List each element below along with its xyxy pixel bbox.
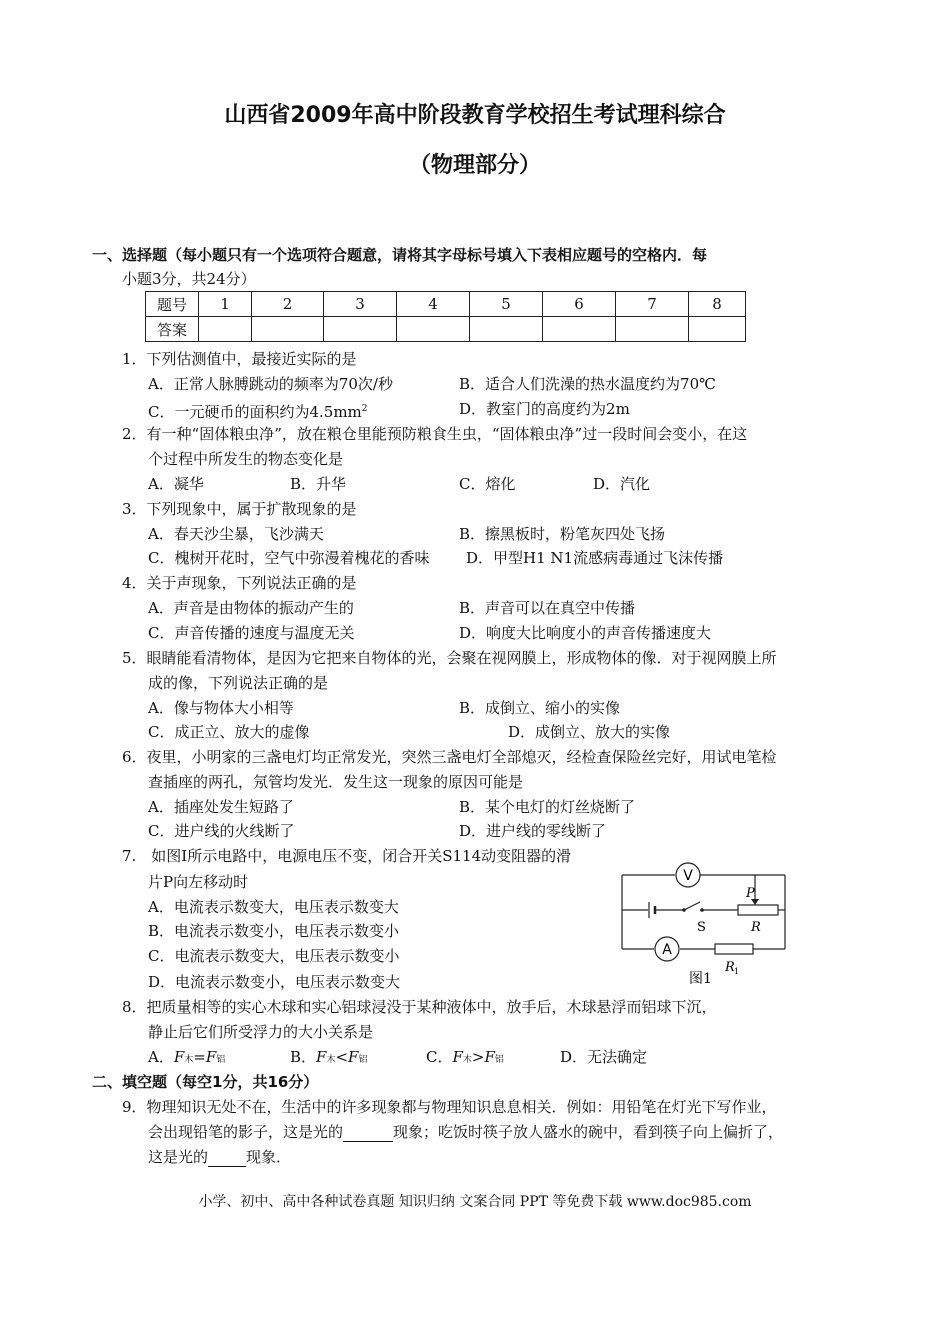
q7-stem-cont: 片P向左移动时 bbox=[148, 873, 249, 891]
exam-title: 山西省2009年高中阶段教育学校招生考试理科综合 bbox=[224, 103, 726, 128]
q1-option-a: A．正常人脉膊跳动的频率为70次/秒 bbox=[148, 375, 393, 393]
q6-stem-cont: 查插座的两孔，氖管均发光．发生这一现象的原因可能是 bbox=[148, 773, 524, 791]
q5-stem-cont: 成的像，下列说法正确的是 bbox=[148, 674, 329, 692]
answer-cell[interactable] bbox=[324, 317, 397, 342]
table-cell: 1 bbox=[199, 292, 252, 317]
q5-option-a: A．像与物体大小相等 bbox=[148, 699, 294, 717]
q4-option-a: A．声音是由物体的振动产生的 bbox=[148, 599, 354, 617]
answer-cell[interactable] bbox=[616, 317, 689, 342]
q2-option-c: C．熔化 bbox=[459, 475, 516, 493]
q4-option-c: C．声音传播的速度与温度无关 bbox=[148, 624, 355, 642]
voltmeter-label: V bbox=[683, 868, 693, 884]
q7-option-b: B．电流表示数变小，电压表示数变小 bbox=[148, 922, 400, 940]
q8-option-b: B．F木<F铝 bbox=[290, 1048, 368, 1066]
resistor-icon bbox=[715, 944, 753, 954]
section2-heading: 二、填空题（每空1分，共16分） bbox=[92, 1073, 319, 1091]
q9-line2: 会出现铅笔的影子，这是光的 现象；吃饭时筷子放人盛水的碗中，看到筷子向上偏折了， bbox=[148, 1123, 784, 1141]
q1-option-d: D．教室门的高度约为2m bbox=[459, 400, 630, 418]
q4-option-d: D．响度大比响度小的声音传播速度大 bbox=[459, 624, 712, 642]
q8-stem-cont: 静止后它们所受浮力的大小关系是 bbox=[148, 1023, 374, 1041]
q7-option-a: A．电流表示数变大，电压表示数变大 bbox=[148, 898, 399, 916]
q9-line3: 这是光的 现象． bbox=[148, 1148, 292, 1166]
q1-stem: 1．下列估测值中，最接近实际的是 bbox=[122, 350, 357, 368]
section1-heading-cont: 小题3分，共24分） bbox=[122, 270, 256, 288]
table-row bbox=[146, 292, 746, 317]
q2-stem: 2．有一种“固体粮虫净”，放在粮仓里能预防粮食生虫，“固体粮虫净”过一段时间会变小，在这 bbox=[122, 425, 748, 443]
table-cell: 2 bbox=[252, 292, 324, 317]
table-cell: 3 bbox=[324, 292, 397, 317]
q2-option-d: D．汽化 bbox=[593, 475, 651, 493]
q8-option-c: C．F木>F铝 bbox=[426, 1048, 504, 1066]
switch-label: S bbox=[697, 920, 706, 935]
answer-table bbox=[145, 291, 746, 342]
q5-option-c: C．成正立、放大的虚像 bbox=[148, 723, 310, 741]
q3-option-d: D．甲型H1 N1流感病毒通过飞沫传播 bbox=[466, 549, 724, 567]
q5-stem: 5．眼睛能看清物体，是因为它把来自物体的光，会聚在视网膜上，形成物体的像．对于视网膜上所 bbox=[122, 649, 777, 667]
table-header-label: 答案 bbox=[146, 317, 199, 342]
q4-option-b: B．声音可以在真空中传播 bbox=[459, 599, 636, 617]
table-cell: 6 bbox=[543, 292, 616, 317]
q2-stem-cont: 个过程中所发生的物态变化是 bbox=[148, 450, 344, 468]
q2-option-a: A．凝华 bbox=[148, 475, 204, 493]
switch-contact bbox=[682, 908, 686, 912]
q1-option-b: B．适合人们洗澡的热水温度约为70℃ bbox=[459, 375, 716, 393]
table-row bbox=[146, 317, 746, 342]
q4-stem: 4．关于声现象，下列说法正确的是 bbox=[122, 574, 357, 592]
table-cell: 4 bbox=[397, 292, 470, 317]
exam-subtitle: （物理部分） bbox=[408, 153, 541, 178]
figure-caption: 图1 bbox=[689, 971, 712, 987]
answer-blank[interactable] bbox=[343, 1125, 393, 1142]
q1-option-c: C．一元硬币的面积约为$4.5mm^2$ bbox=[148, 403, 368, 421]
answer-blank[interactable] bbox=[208, 1150, 246, 1167]
slider-label: P bbox=[746, 886, 755, 901]
q8-stem: 8．把质量相等的实心木球和实心铝球浸没于某种液体中，放手后，木球悬浮而铝球下沉， bbox=[122, 998, 717, 1016]
rheostat-icon bbox=[738, 905, 778, 915]
answer-cell[interactable] bbox=[252, 317, 324, 342]
q8-option-d: D．无法确定 bbox=[560, 1048, 648, 1066]
rheostat-label: R bbox=[751, 920, 761, 935]
q6-option-d: D．进户线的零线断了 bbox=[459, 822, 607, 840]
table-cell: 7 bbox=[616, 292, 689, 317]
q6-stem: 6．夜里，小明家的三盏电灯均正常发光，突然三盏电灯全部熄灭，经检查保险丝完好，用试电笔检 bbox=[122, 748, 777, 766]
q3-stem: 3．下列现象中，属于扩散现象的是 bbox=[122, 500, 357, 518]
q3-option-a: A．春天沙尘暴，飞沙满天 bbox=[148, 525, 324, 543]
q6-option-c: C．进户线的火线断了 bbox=[148, 822, 295, 840]
q2-option-b: B．升华 bbox=[290, 475, 347, 493]
answer-cell[interactable] bbox=[689, 317, 746, 342]
q5-option-b: B．成倒立、缩小的实像 bbox=[459, 699, 621, 717]
answer-cell[interactable] bbox=[397, 317, 470, 342]
resistor-subscript: 1 bbox=[734, 967, 740, 976]
q3-option-b: B．擦黑板时，粉笔灰四处飞扬 bbox=[459, 525, 666, 543]
q6-option-b: B．某个电灯的灯丝烧断了 bbox=[459, 798, 636, 816]
q5-option-d: D．成倒立、放大的实像 bbox=[508, 723, 671, 741]
q8-option-a: A．F木=F铝 bbox=[148, 1048, 226, 1066]
answer-cell[interactable] bbox=[470, 317, 543, 342]
q3-option-c: C．槐树开花时，空气中弥漫着槐花的香味 bbox=[148, 549, 430, 567]
switch-contact bbox=[700, 908, 704, 912]
table-header-label: 题号 bbox=[146, 292, 199, 317]
q9-line1: 9．物理知识无处不在，生活中的许多现象都与物理知识息息相关．例如：用铅笔在灯光下写作业， bbox=[122, 1098, 777, 1116]
table-cell: 5 bbox=[470, 292, 543, 317]
circuit-diagram bbox=[612, 855, 802, 995]
table-cell: 8 bbox=[689, 292, 746, 317]
answer-cell[interactable] bbox=[199, 317, 252, 342]
q7-option-c: C．电流表示数变大，电压表示数变小 bbox=[148, 947, 400, 965]
q7-option-d: D．电流表示数变小，电压表示数变大 bbox=[148, 973, 401, 991]
section1-heading: 一、选择题（每小题只有一个选项符合题意，请将其字母标号填入下表相应题号的空格内．每 bbox=[92, 246, 708, 264]
answer-cell[interactable] bbox=[543, 317, 616, 342]
q7-stem: 7. 如图I所示电路中，电源电压不变，闭合开关S114动变阻器的滑 bbox=[122, 847, 572, 865]
q6-option-a: A．插座处发生短路了 bbox=[148, 798, 294, 816]
page-footer: 小学、初中、高中各种试卷真题 知识归纳 文案合同 PPT 等免费下载 www.doc985.com bbox=[198, 1194, 752, 1210]
resistor-label: R bbox=[725, 960, 735, 975]
ammeter-label: A bbox=[662, 942, 672, 958]
